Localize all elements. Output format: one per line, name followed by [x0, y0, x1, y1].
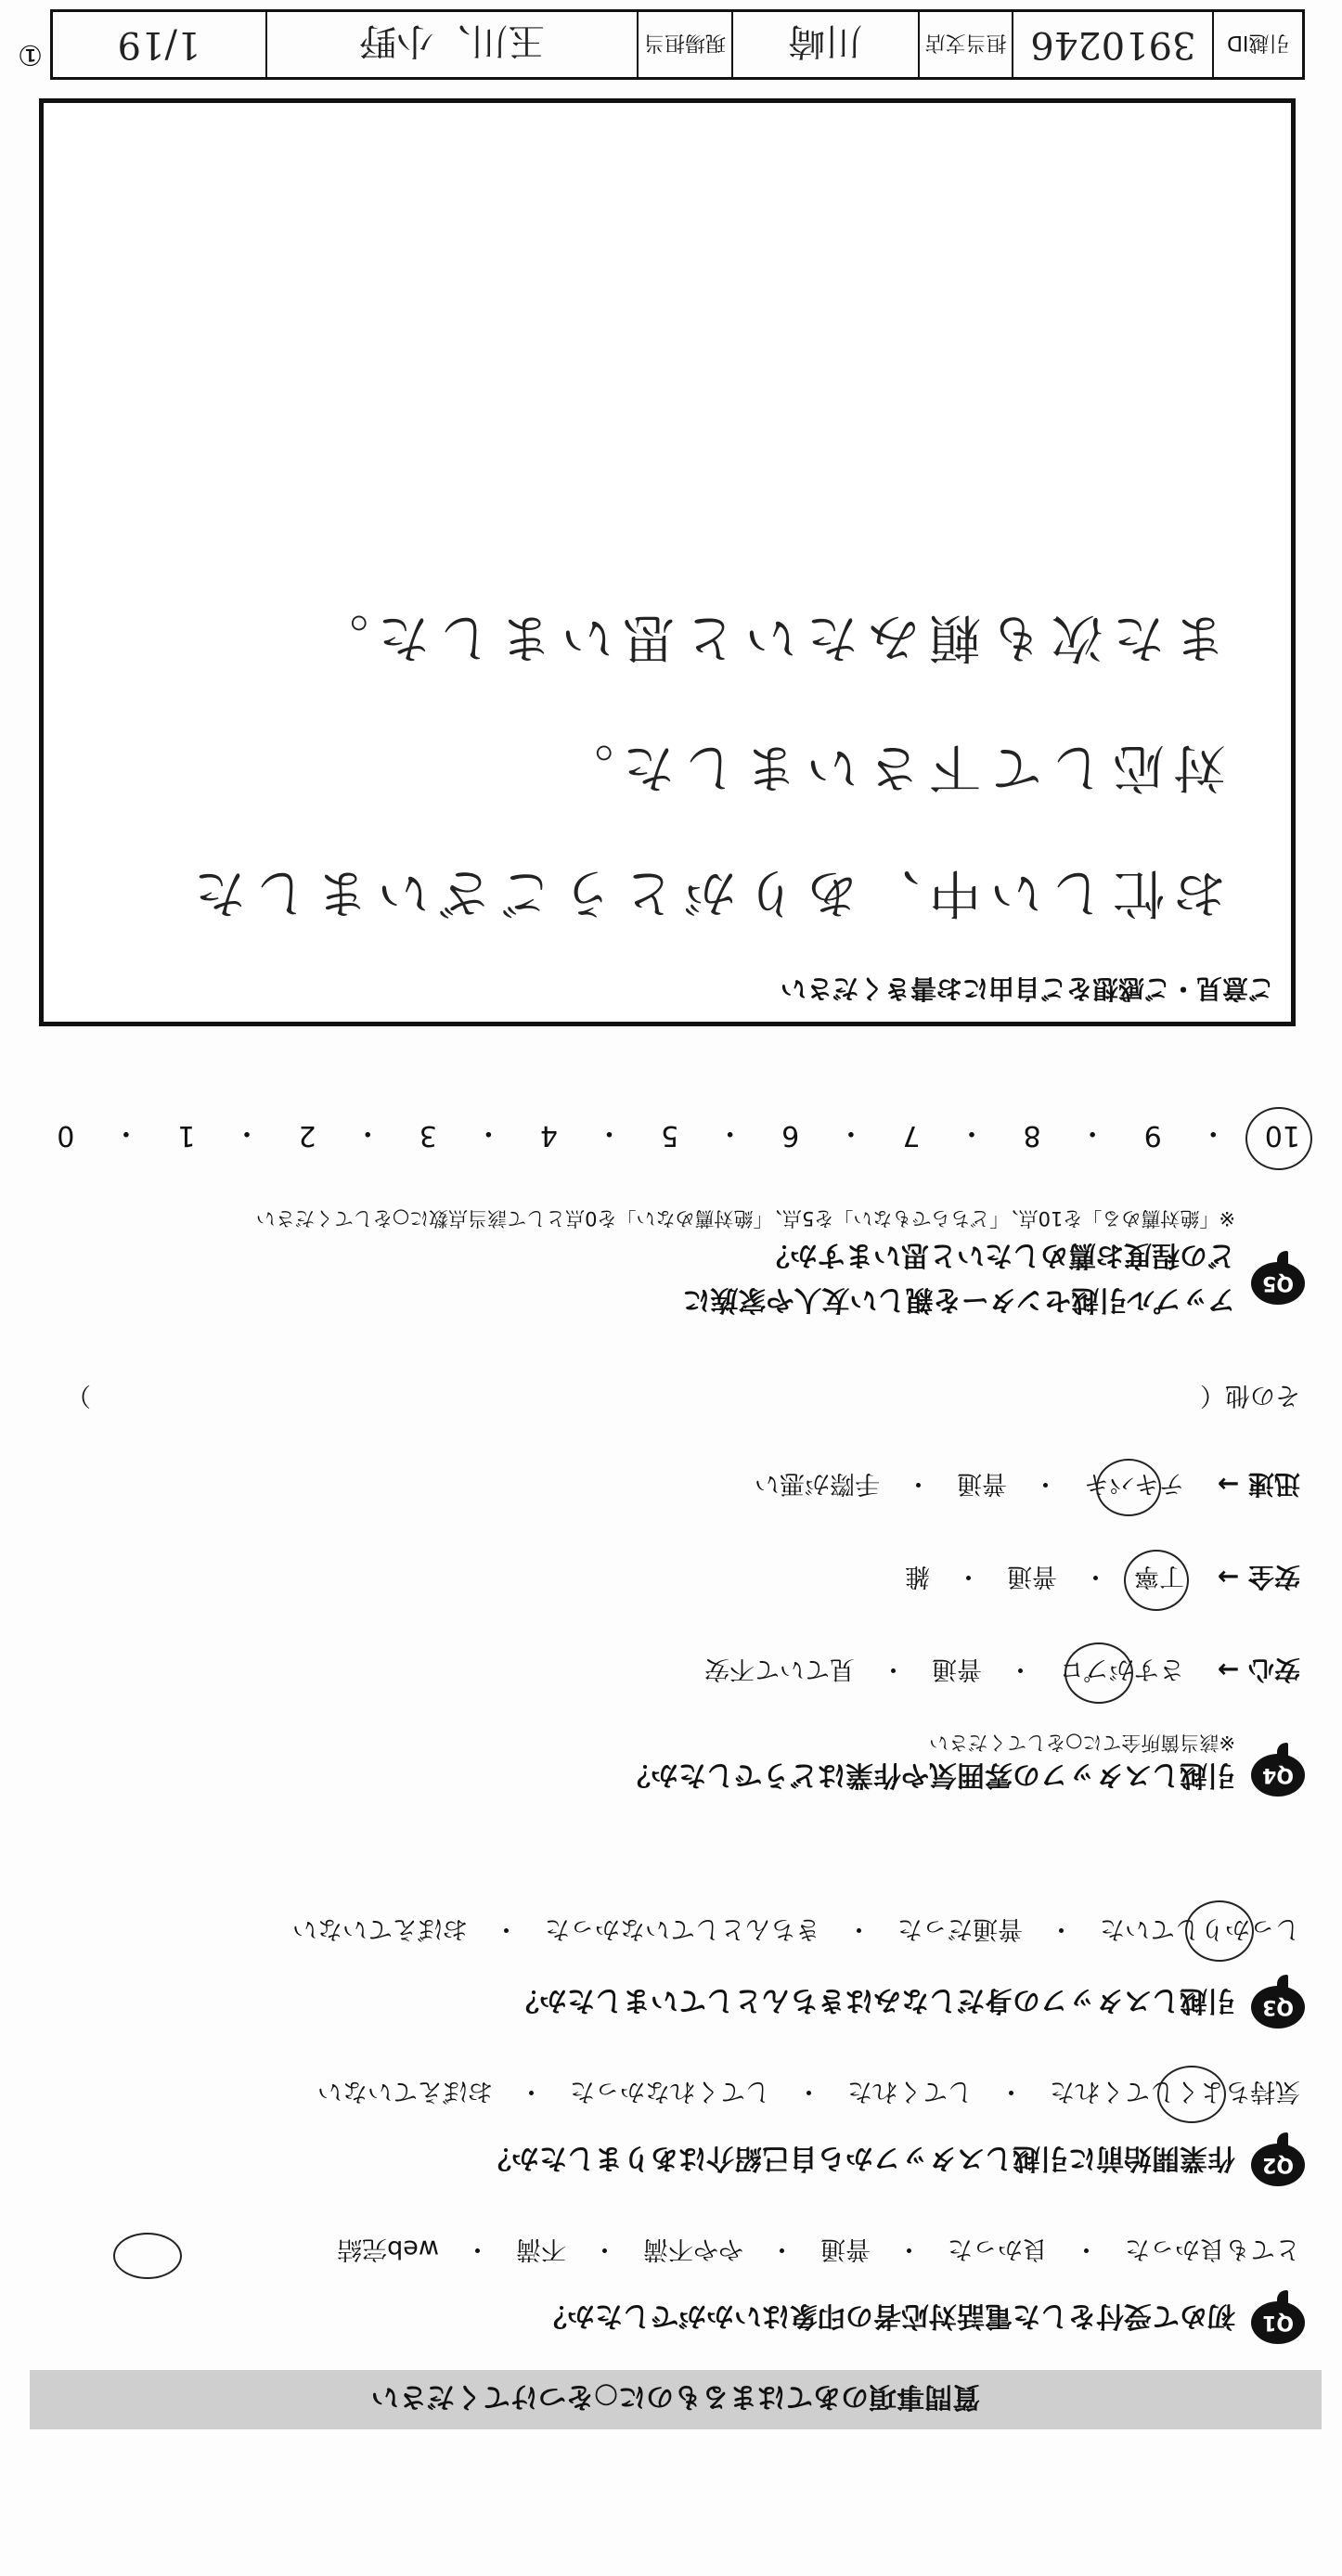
q4-question: 引越しスタッフの雰囲気や作業はどうでしたか？ [623, 1758, 1235, 1791]
q4-other-close: ） [66, 1381, 91, 1410]
q5-score-0[interactable]: 0 [57, 1119, 75, 1153]
q2-question: 作業開始前に引越しスタッフから自己紹介はありましたか？ [484, 2142, 1235, 2174]
q3-option-2[interactable]: 普通だった [897, 1914, 1023, 1943]
q3-option-3[interactable]: きちんとしていなかった [545, 1914, 820, 1943]
q5-answer-circle [1245, 1107, 1312, 1170]
q3-question: 引越しスタッフの身だしなみはきちんとしていましたか？ [511, 1984, 1235, 2016]
q4-badge: Q4 [1251, 1754, 1305, 1797]
q4-row-3-option-2[interactable]: 普通 [957, 1469, 1007, 1498]
q1-option-5[interactable]: 不満 [516, 2235, 566, 2263]
q3-option-4[interactable]: おぼえていない [292, 1914, 468, 1943]
q1-option-1[interactable]: とても良かった [1125, 2235, 1300, 2263]
instruction-banner: 質問事項のあてはまるものに○をつけてください [30, 2370, 1322, 2429]
q5-score-2[interactable]: 2 [298, 1119, 316, 1153]
q4-row-3-option-3[interactable]: 手際が悪い [755, 1469, 880, 1498]
q5-score-7[interactable]: 7 [902, 1119, 921, 1153]
q4-note: ※該当箇所全てに○をしてください [929, 1732, 1235, 1754]
comment-line-2: 対応して下さいました。 [552, 737, 1226, 797]
q4-row-1-answer-circle [1065, 1642, 1133, 1704]
q2-answer-circle [1157, 2066, 1226, 2123]
q4-row-1-label-text: 安心 [1247, 1655, 1300, 1685]
q5-score-9[interactable]: 9 [1143, 1119, 1162, 1153]
q3-options: しっかりしていた ・ 普通だった ・ きちんとしていなかった ・ おぼえていない [292, 1913, 1300, 1950]
branch-value: 川崎 [731, 12, 918, 77]
leader-value: 玉川、小野 [265, 12, 637, 77]
q4-row-2-label: 安全 → [1217, 1562, 1300, 1592]
q4-row-1-option-1[interactable]: さすがプロ [1059, 1655, 1184, 1683]
q4-row-1-option-3[interactable]: 見ていて不安 [704, 1655, 855, 1683]
q1-option-6[interactable]: web完結 [337, 2235, 439, 2263]
comment-box[interactable] [39, 98, 1296, 1026]
q4-row-2-answer-circle [1124, 1550, 1189, 1611]
q5-score-6[interactable]: 6 [781, 1119, 800, 1153]
q4-row-2-label-text: 安全 [1247, 1562, 1300, 1592]
q3-option-1[interactable]: しっかりしていた [1100, 1914, 1300, 1943]
q2-option-1[interactable]: 気持ちよくしてくれた [1050, 2077, 1300, 2106]
comment-label: ご意見・ご感想をご自由にお書きください [780, 973, 1274, 1004]
q1-badge: Q1 [1251, 2301, 1305, 2344]
q2-option-3[interactable]: してくれなかった [570, 2077, 770, 2106]
q4-other [66, 1380, 1300, 1416]
q4-row-3-answer-circle [1096, 1459, 1161, 1516]
q4-row-3-label-text: 迅速 [1247, 1469, 1300, 1500]
q4-row-3-options: テキパキ ・ 普通 ・ 手際が悪い [755, 1468, 1184, 1504]
id-label: 引越ID [1212, 12, 1302, 77]
q5-scale: 10 ・ 9 ・ 8 ・ 7 ・ 6 ・ 5 ・ 4 ・ 3 ・ 2 ・ 1 ・ 0 [57, 1116, 1300, 1153]
q1-question: 初めて受付をした電話対応者の印象はいかがでしたか？ [539, 2299, 1235, 2332]
q3-answer-circle [1185, 1900, 1254, 1962]
branch-label: 担当支店 [918, 12, 1013, 77]
q5-note: ※「絶対薦める」を10点、「どちらでもない」を5点、「絶対薦めない」を0点として該当点数に○をしてください [255, 1207, 1235, 1230]
q5-score-4[interactable]: 4 [539, 1119, 558, 1153]
q4-other-label[interactable]: その他（ [1200, 1381, 1300, 1410]
q4-row-3-option-1[interactable]: テキパキ [1084, 1469, 1184, 1498]
q1-options: とても良かった ・ 良かった ・ 普通 ・ やや不満 ・ 不満 ・ web完結 [337, 2234, 1300, 2270]
q5-score-8[interactable]: 8 [1023, 1119, 1041, 1153]
q5-question-line1: アップル引越センターを親しい友人や家族に [682, 1283, 1235, 1316]
q1-option-2[interactable]: 良かった [948, 2235, 1048, 2263]
q5-score-5[interactable]: 5 [661, 1119, 679, 1153]
q1-option-4[interactable]: やや不満 [643, 2235, 743, 2263]
q4-row-2-option-2[interactable]: 普通 [1007, 1562, 1057, 1591]
q2-option-2[interactable]: してくれた [847, 2077, 973, 2106]
q2-option-4[interactable]: おぼえていない [317, 2077, 493, 2106]
q2-badge: Q2 [1251, 2144, 1305, 2186]
q5-score-3[interactable]: 3 [419, 1119, 437, 1153]
comment-line-3: また次も頼みたいと思いました。 [307, 607, 1226, 667]
footer-table [50, 9, 1305, 80]
leader-label: 現場担当 [637, 12, 731, 77]
page-number: 1/19 [117, 23, 201, 66]
q4-row-2-options: 丁寧 ・ 普通 ・ 雑 [905, 1561, 1184, 1597]
page-mark: ① [18, 38, 43, 71]
q1-option-3[interactable]: 普通 [820, 2235, 871, 2263]
q5-question-line2: どの程度お薦めしたいと思いますか？ [762, 1239, 1235, 1271]
q4-row-1-label: 安心 → [1217, 1655, 1300, 1685]
q5-score-1[interactable]: 1 [177, 1119, 196, 1153]
q5-badge: Q5 [1251, 1262, 1305, 1305]
q4-row-3-label: 迅速 → [1217, 1469, 1300, 1500]
q3-badge: Q3 [1251, 1986, 1305, 2029]
q1-answer-circle [113, 2233, 182, 2279]
q5-score-10[interactable]: 10 [1264, 1119, 1300, 1153]
q4-row-1-options: さすがプロ ・ 普通 ・ 見ていて不安 [704, 1654, 1184, 1690]
id-value: 3910246 [1012, 12, 1212, 77]
q4-row-2-option-1[interactable]: 丁寧 [1134, 1562, 1184, 1591]
q4-row-1-option-2[interactable]: 普通 [932, 1655, 982, 1683]
comment-line-1: お忙しい中、ありがとうございました [185, 862, 1226, 922]
q4-row-2-option-3[interactable]: 雑 [905, 1562, 930, 1591]
q2-options: 気持ちよくしてくれた ・ してくれた ・ してくれなかった ・ おぼえていない [317, 2076, 1300, 2112]
